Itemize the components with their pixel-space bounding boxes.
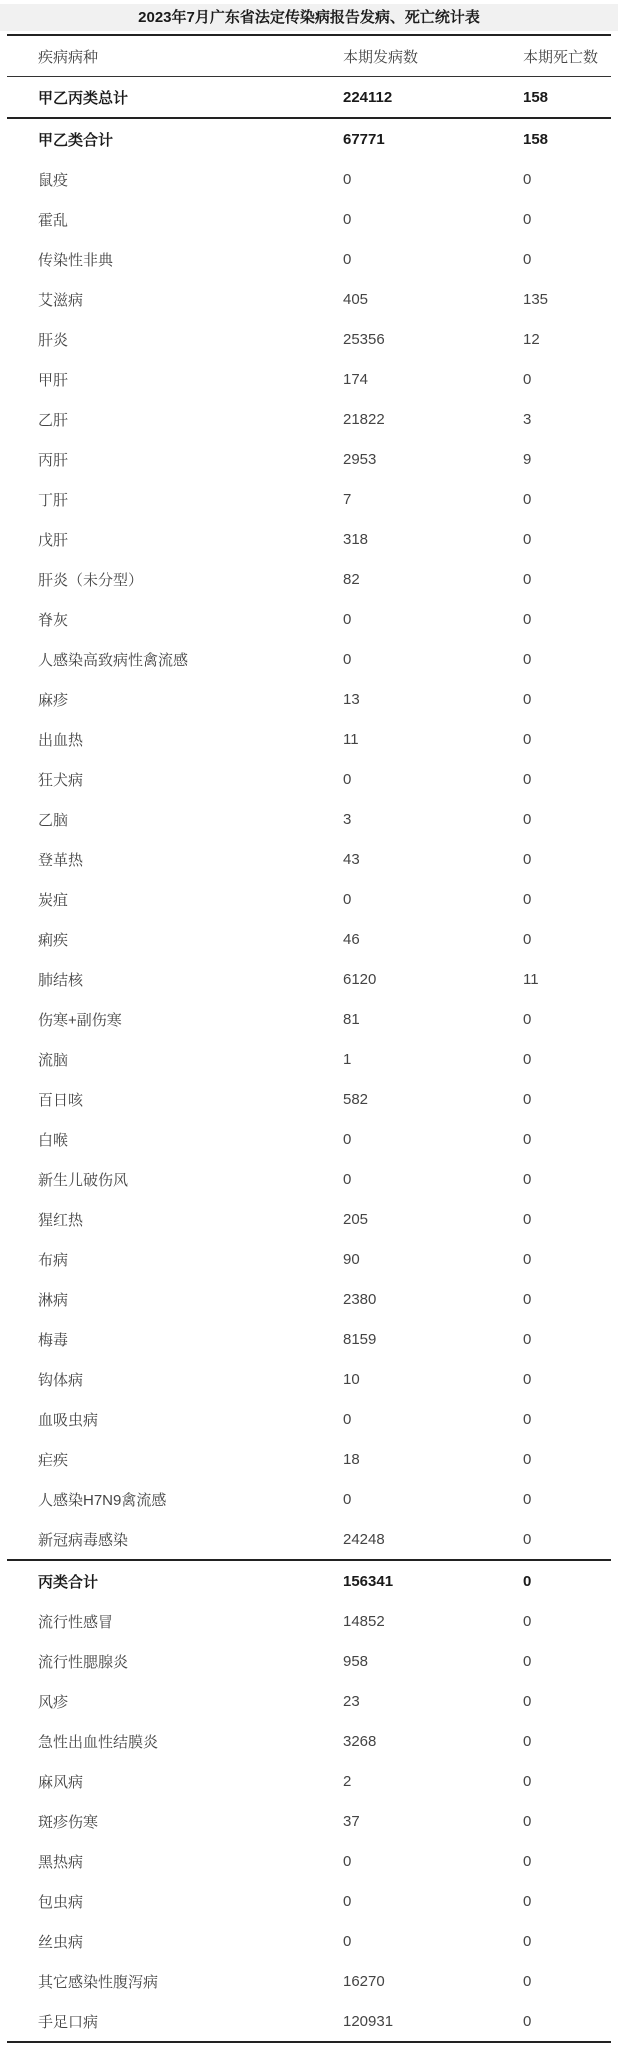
cases-count-cell: 82: [343, 570, 360, 588]
cases-count-cell: 0: [343, 650, 352, 668]
table-header-row: [7, 36, 611, 77]
disease-name-cell: 狂犬病: [38, 771, 84, 789]
disease-name-cell: 丝虫病: [38, 1933, 84, 1951]
column-header-disease: 疾病病种: [38, 48, 99, 66]
table-row: [7, 999, 611, 1039]
deaths-count-cell: 0: [523, 1090, 532, 1108]
cases-count-cell: 0: [343, 1490, 352, 1508]
table-row: [7, 1439, 611, 1479]
disease-name-cell: 急性出血性结膜炎: [38, 1733, 159, 1751]
cases-count-cell: 318: [343, 530, 369, 548]
deaths-count-cell: 0: [523, 930, 532, 948]
disease-name-cell: 甲肝: [38, 371, 69, 389]
table-row: [7, 1159, 611, 1199]
cases-count-cell: 120931: [343, 2012, 394, 2030]
table-row: [7, 1681, 611, 1721]
table-row: [7, 959, 611, 999]
disease-name-cell: 伤寒+副伤寒: [38, 1011, 122, 1029]
cases-count-cell: 0: [343, 1130, 352, 1148]
deaths-count-cell: 0: [523, 1852, 532, 1870]
deaths-count-cell: 0: [523, 570, 532, 588]
cases-count-cell: 90: [343, 1250, 360, 1268]
deaths-count-cell: 158: [523, 130, 549, 148]
cases-count-cell: 8159: [343, 1330, 377, 1348]
disease-name-cell: 斑疹伤寒: [38, 1813, 99, 1831]
disease-name-cell: 疟疾: [38, 1451, 69, 1469]
table-body: [7, 77, 611, 2043]
table-row: [7, 1399, 611, 1439]
disease-name-cell: 登革热: [38, 851, 84, 869]
disease-name-cell: 新冠病毒感染: [38, 1531, 129, 1549]
disease-name-cell: 手足口病: [38, 2013, 99, 2031]
cases-count-cell: 21822: [343, 410, 385, 428]
cases-count-cell: 14852: [343, 1612, 385, 1630]
table-row: [7, 1561, 611, 1601]
disease-name-cell: 甲乙类合计: [38, 131, 114, 149]
disease-name-cell: 炭疽: [38, 891, 69, 909]
deaths-count-cell: 0: [523, 1572, 532, 1590]
deaths-count-cell: 0: [523, 1812, 532, 1830]
table-row: [7, 77, 611, 119]
cases-count-cell: 43: [343, 850, 360, 868]
disease-name-cell: 流行性感冒: [38, 1613, 114, 1631]
disease-name-cell: 猩红热: [38, 1211, 84, 1229]
deaths-count-cell: 0: [523, 690, 532, 708]
deaths-count-cell: 3: [523, 410, 532, 428]
cases-count-cell: 0: [343, 890, 352, 908]
table-row: [7, 1279, 611, 1319]
deaths-count-cell: 0: [523, 2012, 532, 2030]
deaths-count-cell: 0: [523, 1892, 532, 1910]
disease-name-cell: 丙类合计: [38, 1573, 99, 1591]
deaths-count-cell: 0: [523, 1330, 532, 1348]
cases-count-cell: 205: [343, 1210, 369, 1228]
disease-name-cell: 淋病: [38, 1291, 69, 1309]
deaths-count-cell: 0: [523, 1170, 532, 1188]
deaths-count-cell: 0: [523, 1130, 532, 1148]
deaths-count-cell: 0: [523, 1250, 532, 1268]
deaths-count-cell: 0: [523, 1050, 532, 1068]
table-row: [7, 359, 611, 399]
deaths-count-cell: 0: [523, 610, 532, 628]
disease-name-cell: 鼠疫: [38, 171, 69, 189]
deaths-count-cell: 0: [523, 490, 532, 508]
deaths-count-cell: 0: [523, 850, 532, 868]
table-row: [7, 1841, 611, 1881]
cases-count-cell: 7: [343, 490, 352, 508]
table-row: [7, 119, 611, 159]
table-row: [7, 1239, 611, 1279]
table-row: [7, 559, 611, 599]
cases-count-cell: 1: [343, 1050, 352, 1068]
table-row: [7, 479, 611, 519]
table-row: [7, 679, 611, 719]
disease-name-cell: 甲乙丙类总计: [38, 89, 129, 107]
deaths-count-cell: 0: [523, 1490, 532, 1508]
cases-count-cell: 224112: [343, 88, 393, 106]
disease-name-cell: 麻风病: [38, 1773, 84, 1791]
cases-count-cell: 0: [343, 1410, 352, 1428]
cases-count-cell: 6120: [343, 970, 377, 988]
table-row: [7, 879, 611, 919]
cases-count-cell: 0: [343, 1892, 352, 1910]
deaths-count-cell: 0: [523, 1010, 532, 1028]
cases-count-cell: 37: [343, 1812, 360, 1830]
cases-count-cell: 13: [343, 690, 360, 708]
cases-count-cell: 0: [343, 170, 352, 188]
table-row: [7, 1921, 611, 1961]
cases-count-cell: 18: [343, 1450, 360, 1468]
table-row: [7, 1801, 611, 1841]
deaths-count-cell: 0: [523, 1692, 532, 1710]
table-row: [7, 1479, 611, 1519]
table-row: [7, 599, 611, 639]
table-row: [7, 399, 611, 439]
disease-name-cell: 丁肝: [38, 491, 69, 509]
table-row: [7, 1039, 611, 1079]
table-row: [7, 1961, 611, 2001]
disease-name-cell: 百日咳: [38, 1091, 84, 1109]
table-row: [7, 1761, 611, 1801]
table-row: [7, 1079, 611, 1119]
disease-name-cell: 血吸虫病: [38, 1411, 99, 1429]
cases-count-cell: 0: [343, 1170, 352, 1188]
deaths-count-cell: 0: [523, 1370, 532, 1388]
cases-count-cell: 67771: [343, 130, 385, 148]
deaths-count-cell: 0: [523, 1772, 532, 1790]
cases-count-cell: 10: [343, 1370, 360, 1388]
cases-count-cell: 156341: [343, 1572, 394, 1590]
table-row: [7, 1199, 611, 1239]
table-row: [7, 319, 611, 359]
disease-name-cell: 流脑: [38, 1051, 69, 1069]
disease-name-cell: 肝炎: [38, 331, 69, 349]
cases-count-cell: 0: [343, 250, 352, 268]
deaths-count-cell: 0: [523, 770, 532, 788]
disease-name-cell: 布病: [38, 1251, 69, 1269]
disease-name-cell: 梅毒: [38, 1331, 69, 1349]
cases-count-cell: 24248: [343, 1530, 385, 1548]
table-row: [7, 159, 611, 199]
cases-count-cell: 11: [343, 730, 359, 748]
cases-count-cell: 2953: [343, 450, 377, 468]
deaths-count-cell: 0: [523, 650, 532, 668]
deaths-count-cell: 0: [523, 1652, 532, 1670]
cases-count-cell: 16270: [343, 1972, 385, 1990]
table-row: [7, 1601, 611, 1641]
table-row: [7, 1721, 611, 1761]
disease-name-cell: 痢疾: [38, 931, 69, 949]
cases-count-cell: 0: [343, 1932, 352, 1950]
table-row: [7, 1881, 611, 1921]
cases-count-cell: 3268: [343, 1732, 377, 1750]
table-row: [7, 439, 611, 479]
column-header-deaths: 本期死亡数: [523, 48, 599, 66]
cases-count-cell: 46: [343, 930, 360, 948]
cases-count-cell: 582: [343, 1090, 369, 1108]
disease-name-cell: 丙肝: [38, 451, 69, 469]
cases-count-cell: 0: [343, 210, 352, 228]
deaths-count-cell: 0: [523, 530, 532, 548]
deaths-count-cell: 0: [523, 1612, 532, 1630]
cases-count-cell: 25356: [343, 330, 385, 348]
disease-name-cell: 传染性非典: [38, 251, 114, 269]
disease-name-cell: 肝炎（未分型）: [38, 571, 144, 589]
deaths-count-cell: 0: [523, 1290, 532, 1308]
cases-count-cell: 23: [343, 1692, 360, 1710]
table-row: [7, 519, 611, 559]
disease-name-cell: 流行性腮腺炎: [38, 1653, 129, 1671]
column-header-cases: 本期发病数: [343, 48, 419, 66]
cases-count-cell: 958: [343, 1652, 369, 1670]
cases-count-cell: 3: [343, 810, 352, 828]
cases-count-cell: 0: [343, 770, 352, 788]
deaths-count-cell: 0: [523, 1450, 532, 1468]
disease-name-cell: 风疹: [38, 1693, 69, 1711]
disease-name-cell: 白喉: [38, 1131, 69, 1149]
deaths-count-cell: 0: [523, 1932, 532, 1950]
deaths-count-cell: 0: [523, 210, 532, 228]
disease-name-cell: 人感染H7N9禽流感: [38, 1491, 167, 1509]
deaths-count-cell: 0: [523, 730, 532, 748]
table-row: [7, 1641, 611, 1681]
deaths-count-cell: 0: [523, 810, 532, 828]
cases-count-cell: 2380: [343, 1290, 377, 1308]
deaths-count-cell: 0: [523, 890, 532, 908]
disease-name-cell: 霍乱: [38, 211, 69, 229]
table-row: [7, 759, 611, 799]
disease-name-cell: 其它感染性腹泻病: [38, 1973, 159, 1991]
deaths-count-cell: 0: [523, 250, 532, 268]
cases-count-cell: 174: [343, 370, 369, 388]
disease-name-cell: 戊肝: [38, 531, 69, 549]
cases-count-cell: 405: [343, 290, 369, 308]
table-row: [7, 1119, 611, 1159]
deaths-count-cell: 0: [523, 1410, 532, 1428]
table-row: [7, 1519, 611, 1561]
disease-name-cell: 人感染高致病性禽流感: [38, 651, 189, 669]
table-row: [7, 239, 611, 279]
table-row: [7, 719, 611, 759]
disease-name-cell: 包虫病: [38, 1893, 84, 1911]
disease-name-cell: 新生儿破伤风: [38, 1171, 129, 1189]
deaths-count-cell: 0: [523, 1210, 532, 1228]
table-row: [7, 1359, 611, 1399]
cases-count-cell: 0: [343, 610, 352, 628]
disease-name-cell: 黑热病: [38, 1853, 84, 1871]
table-row: [7, 1319, 611, 1359]
disease-stats-table: [7, 36, 611, 2043]
table-row: [7, 919, 611, 959]
table-row: [7, 2001, 611, 2043]
disease-name-cell: 钩体病: [38, 1371, 84, 1389]
deaths-count-cell: 0: [523, 1732, 532, 1750]
table-row: [7, 279, 611, 319]
deaths-count-cell: 0: [523, 1972, 532, 1990]
deaths-count-cell: 135: [523, 290, 549, 308]
disease-name-cell: 出血热: [38, 731, 84, 749]
deaths-count-cell: 0: [523, 370, 532, 388]
table-row: [7, 199, 611, 239]
disease-name-cell: 脊灰: [38, 611, 69, 629]
deaths-count-cell: 11: [523, 970, 539, 988]
disease-name-cell: 麻疹: [38, 691, 69, 709]
deaths-count-cell: 12: [523, 330, 540, 348]
cases-count-cell: 81: [343, 1010, 360, 1028]
cases-count-cell: 0: [343, 1852, 352, 1870]
page-title: 2023年7月广东省法定传染病报告发病、死亡统计表: [0, 4, 618, 31]
table-row: [7, 839, 611, 879]
deaths-count-cell: 0: [523, 170, 532, 188]
disease-name-cell: 艾滋病: [38, 291, 84, 309]
disease-name-cell: 乙肝: [38, 411, 69, 429]
deaths-count-cell: 0: [523, 1530, 532, 1548]
disease-name-cell: 乙脑: [38, 811, 69, 829]
cases-count-cell: 2: [343, 1772, 352, 1790]
deaths-count-cell: 158: [523, 88, 549, 106]
table-row: [7, 639, 611, 679]
table-row: [7, 799, 611, 839]
disease-name-cell: 肺结核: [38, 971, 84, 989]
deaths-count-cell: 9: [523, 450, 532, 468]
